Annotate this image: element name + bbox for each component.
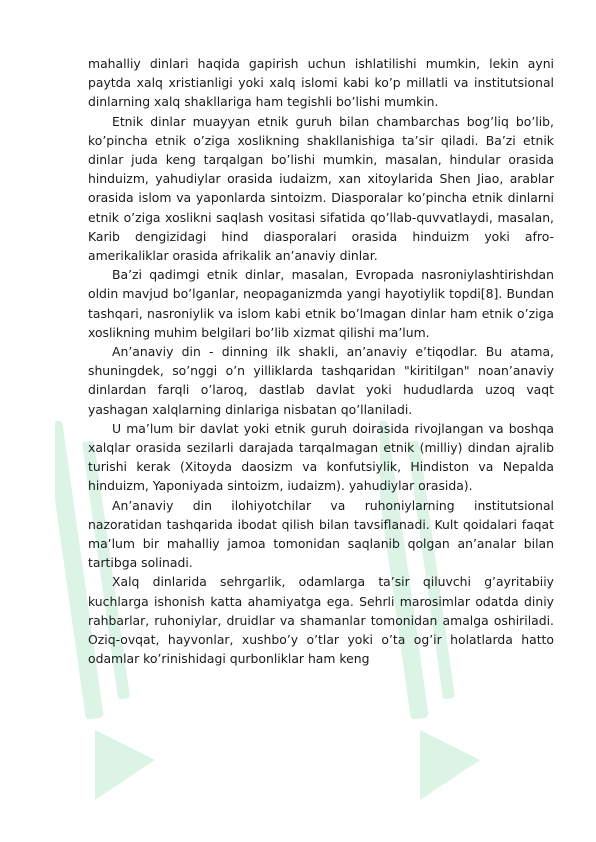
- paragraph-ancient-religions: Ba’zi qadimgi etnik dinlar, masalan, Evropada nasroniylashtirishdan oldin mavjud bo’lganlar, neopaganizmda yangi hayotiylik topdi[8]. Bundan tashqari, nasroniylik va islom kabi etnik bo’lmagan dinlar ham etnik o’ziga xoslikning muhim belgilari bo’lib xizmat qilishi ma’lum.: [88, 267, 554, 340]
- paragraph-folk-magic: Xalq dinlarida sehrgarlik, odamlarga ta’sir qiluvchi g’ayritabiiy kuchlarga ishonish katta ahamiyatga ega. Sehrli marosimlar odatda diniy rahbarlar, ruhoniylar, druidlar va shamanlar tomonidan amalga oshiriladi. Oziq-ovqat, hayvonlar, xushbo’y o’tlar yoki o’ta og’ir holatlarda hatto odamlar ko’rinishidagi qurbonliklar ham keng: [88, 574, 554, 667]
- paragraph-national-religion: U ma’lum bir davlat yoki etnik guruh doirasida rivojlangan va boshqa xalqlar orasida sezilarli darajada tarqalmagan etnik (milliy) dindan ajralib turishi kerak (Xitoyda daosizm va konfutsiylik, Hindiston va Nepalda hinduizm, Yaponiyada sintoizm, iudaizm). yahudiylar orasida).: [88, 420, 554, 494]
- document-body: [88, 54, 554, 669]
- paragraph-continued: mahalliy dinlari haqida gapirish uchun ishlatilishi mumkin, lekin ayni paytda xalq xristianligi yoki xalq islomi kabi ko’p millatli va institutsional dinlarning xalq shakllariga ham tegishli bo’lishi mumkin.: [88, 56, 554, 110]
- paragraph-ethnic-religions: Etnik dinlar muayyan etnik guruh bilan chambarchas bog’liq bo’lib, ko’pincha etnik o’ziga xoslikning shakllanishiga ta’sir qiladi. Ba’zi etnik dinlar juda keng tarqalgan bo’lishi mumkin, masalan, hindular orasida hinduizm, yahudiylar orasida iudaizm, xan xitoylarida Shen Jiao, arablar orasida islom va yaponlarda sintoizm. Diasporalar ko’pincha etnik dinlarni etnik o’ziga xoslikni saqlash vositasi sifatida qo’llab-quvvatlaydi, masalan, Karib dengizidagi hind diasporalari orasida hinduizm yoki afro-amerikaliklar orasida afrikalik an’anaviy dinlar.: [88, 113, 554, 264]
- paragraph-worship: An’anaviy din ilohiyotchilar va ruhoniylarning institutsional nazoratidan tashqarida ibodat qilish bilan tavsiflanadi. Kult qoidalari faqat ma’lum bir mahalliy jamoa tomonidan saqlanib qolgan an’analar bilan tartibga solinadi.: [88, 497, 554, 571]
- paragraph-traditional-religion: An’anaviy din - dinning ilk shakli, an’anaviy e’tiqodlar. Bu atama, shuningdek, so’nggi o’n yilliklarda tashqaridan "kiritilgan" noan’anaviy dinlardan farqli o’laroq, dastlab davlat yoki hududlarda uzoq vaqt yashagan xalqlarning dinlariga nisbatan qo’llaniladi.: [88, 344, 554, 417]
